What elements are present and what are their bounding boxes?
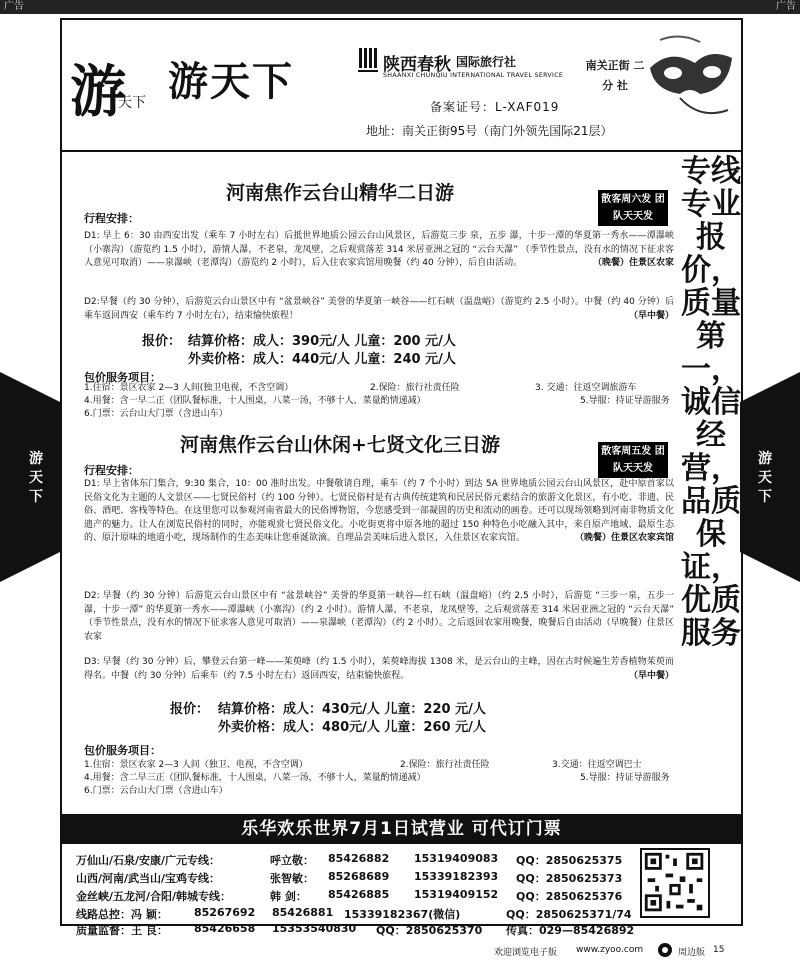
tour1-day2-meal: （早中餐） (628, 310, 674, 321)
tour2-itinerary-label: 行程安排： (84, 464, 139, 477)
ad-tag-right: 广告 (776, 1, 796, 12)
tour1-service-4: 4.用餐：含一早二正（团队餐标准，十人围桌，八菜一汤，不够十人，菜量酌情递减） (84, 396, 426, 406)
tour1-service-5: 5.导服：持证导游服务 (580, 396, 670, 406)
agency-en-name: SHAANXI CHUNQIU INTERNATIONAL TRAVEL SERVICE (383, 72, 564, 79)
tour2-day1-meal: （晚餐）住景区农家宾馆 (574, 533, 674, 544)
director-qq: QQ：2850625371/74 (506, 908, 632, 921)
tour1-title: 河南焦作云台山精华二日游 (225, 182, 454, 204)
footer-site[interactable]: www.zyoo.com (576, 945, 644, 955)
tour1-service-1: 1.住宿：景区农家 2—3 人间(独卫电视，不含空调） (84, 383, 294, 393)
top-bar (0, 0, 800, 14)
tour1-service-label: 包价服务项目： (84, 371, 161, 384)
tour2-title: 河南焦作云台山休闲+七贤文化三日游 (180, 434, 500, 456)
tour1-service-6: 6.门票：云台山大门票（含进山车） (84, 409, 228, 419)
tour2-service-1: 1.住宿：景区农家 2—3 人间（独卫、电视，不含空调） (84, 760, 308, 770)
tour1-day2 (84, 296, 674, 323)
tour2-service-5: 5.导服：持证导游服务 (580, 773, 670, 783)
contact-tel: 85268689 (328, 870, 390, 883)
tour1-badge: 散客周六发 团队天天发 (598, 190, 668, 226)
tour1-service-3: 3. 交通：往返空调旅游车 (535, 383, 637, 393)
director-label: 线路总控：冯 颖： (76, 908, 168, 921)
footer-logo-icon (657, 942, 673, 958)
tour1-service-2: 2.保险：旅行社责任险 (370, 383, 460, 393)
tour2-service-label: 包价服务项目： (84, 744, 161, 757)
tour2-day2-text: D2: 早餐（约 30 分钟）后游览云台山景区中有 “盆景峡谷” 美誉的华夏第一峡谷—红石峡（温盘峪）（约 2.5 小时），后游览 “三步一泉，五步一瀑，十步一潭” 的华夏第一秀水——潭瀑峡（小寨沟）（约 2 小时）。游情人瀑，不老泉，龙凤壁等，之后观赏落差 314 米居亚洲之冠的 “云台天瀑” （季节性景点，没有水的情况下征求客人意见可取消）——泉瀑峡（老潭沟）（约 2 小时）。之后返回农家用晚餐，晚餐后自由活动（早晚餐）住景区农家 (84, 591, 674, 642)
contact-mobile: 15339182393 (414, 870, 499, 883)
tour2-retail-price: 外卖价格：成人：480元/人 儿童：260 元/人 (218, 720, 486, 735)
footer-edition: 周边版 (678, 948, 706, 958)
quality-mobile: 15353540830 (272, 922, 357, 935)
agency-emblem-icon (358, 46, 380, 76)
tour1-day1 (84, 230, 674, 271)
contact-tel: 85426885 (328, 888, 390, 901)
quality-label: 质量监督：王 良： (76, 924, 168, 937)
footer-page: 15 (713, 945, 725, 955)
address: 地址：南关正街95号（南门外领先国际21层） (366, 124, 613, 138)
contact-line: 金丝峡/五龙河/合阳/韩城专线： (76, 890, 232, 903)
director-tel2: 85426881 (272, 906, 334, 919)
contact-line: 山西/河南/武当山/宝鸡专线： (76, 872, 221, 885)
tour1-retail-price: 外卖价格：成人：440元/人 儿童：240 元/人 (188, 352, 456, 367)
mask-decoration-icon (640, 28, 740, 128)
contact-mobile: 15319409083 (414, 852, 499, 865)
footer-welcome: 欢迎浏览电子版 (494, 948, 558, 958)
header-divider (60, 150, 743, 152)
license-number: 备案证号：L-XAF019 (430, 100, 560, 114)
tour1-day2-text: D2:早餐（约 30 分钟），后游览云台山景区中有 “盆景峡谷” 美誉的华夏第一峡谷——红石峡（温盘峪）（游览约 2.5 小时）。中餐（约 40 分钟）后乘车返回西安（乘车约 7 小时左右），结束愉快旅程！ (84, 297, 674, 321)
contact-qq: QQ：2850625376 (516, 890, 623, 903)
tour2-day3-text: D3: 早餐（约 30 分钟）后，攀登云台第一峰——茱萸峰（约 1.5 小时），茱萸峰海拔 1308 米，是云台山的主峰，因在古时候遍生芳香植物茱萸而得名。中餐（约 30 分钟）后乘车（约 7.5 小时左右）返回西安，结束愉快旅程。 (84, 657, 674, 681)
brand-name: 游天下 (168, 58, 294, 105)
tour2-service-4: 4.用餐：含二早三正（团队餐标准，十人围桌，八菜一汤，不够十人，菜量酌情递减） (84, 773, 426, 783)
tour2-service-3: 3.交通：往返空调巴士 (552, 760, 642, 770)
side-label-right: 游天下 (758, 451, 772, 505)
contact-name: 呼立敬： (270, 854, 314, 867)
contact-tel: 85426882 (328, 852, 390, 865)
logo-sub: 天下 (118, 95, 146, 111)
director-mobile: 15339182367(微信) (344, 908, 461, 921)
tour2-day2 (84, 590, 674, 644)
tour2-service-6: 6.门票：云台山大门票（含进山车） (84, 786, 228, 796)
logo-calligraphy: 游 (70, 59, 122, 125)
quality-qq: QQ：2850625370 (376, 924, 483, 937)
tour2-price-label: 报价： (170, 702, 210, 717)
tour2-service-2: 2.保险：旅行社责任险 (400, 760, 490, 770)
ad-tag-left: 广告 (4, 1, 24, 12)
agency-cn-type: 国际旅行社 (456, 55, 517, 69)
tour2-day3 (84, 656, 674, 683)
tour1-settle-price: 结算价格：成人：390元/人 儿童：200 元/人 (188, 334, 456, 349)
tour2-badge: 散客周五发 团队天天发 (598, 442, 668, 478)
tour1-price-label: 报价： (142, 334, 182, 349)
qr-code-icon (640, 848, 710, 918)
branch-name: 南关正街 二 分 社 (585, 59, 645, 92)
tour1-itinerary-label: 行程安排： (84, 212, 139, 225)
contact-qq: QQ：2850625373 (516, 872, 623, 885)
tour1-day1-meal: （晚餐）住景区农家 (592, 258, 674, 269)
contact-name: 韩 剑： (270, 890, 307, 903)
quality-tel: 85426658 (194, 922, 256, 935)
quality-fax: 传真：029—85426892 (506, 924, 635, 937)
contact-name: 张智敏： (270, 872, 314, 885)
side-label-left: 游天下 (29, 451, 43, 505)
contact-mobile: 15319409152 (414, 888, 499, 901)
promo-banner: 乐华欢乐世界7月1日试营业 可代订门票 (62, 814, 741, 844)
tour2-settle-price: 结算价格：成人：430元/人 儿童：220 元/人 (218, 702, 486, 717)
tour2-day1 (84, 478, 674, 546)
agency-cn-name: 陕西春秋 (383, 55, 451, 75)
tour1-day1-text: D1: 早上 6：30 由西安出发（乘车 7 小时左右）后抵世界地质公园云台山风景区，后游览三步 泉，五步 瀑，十步一潭的华夏第一秀水——潭瀑峡（小寨沟）（游览约 1.5 小时），游情人瀑，不老泉，龙凤壁，之后观赏落差 314 米居亚洲之冠的 “云台天瀑” （季节性景点，没有水的情况下征求客人意见可取消）——泉瀑峡（老潭沟）（游览约 2 小时），后入住农家宾馆用晚餐（约 40 分钟），后自由活动。 (84, 231, 674, 269)
slogan: 专线专业报价，质量第一，诚信经营，品质保证，优质服务 (681, 154, 741, 651)
director-tel1: 85267692 (194, 906, 256, 919)
contact-line: 万仙山/石泉/安康/广元专线： (76, 854, 221, 867)
tour2-day3-meal: （早中餐） (628, 670, 674, 681)
contact-qq: QQ：2850625375 (516, 854, 623, 867)
tour2-day1-text: D1: 早上省体东门集合，9:30 集合，10：00 准时出发。中餐敬请自理，乘车（约 7 个小时）到达 5A 世界地质公园云台山风景区，赴中原首家以民俗文化为主题的人文景区——七贤民俗村（约 100 分钟）。七贤民俗村是有古典传统建筑和民居民俗元素结合的旅游文化景区，有小吃、非遗、民俗、酒吧、客栈等特色。在这里您可以参观河南省最大的民俗博物馆，今您感受到一部凝固的历史和流动的画卷。还可以现场领略到河南非物质文化遗产的魅力。让人在浏览民俗村的同时，亦能观赏七贤民俗文化。小吃街更将中原各地的超过 150 种特色小吃融入其中，来自原产地域、最原生态的、原汁原味的地道小吃，现场制作的生态美味让您垂涎欲滴。自理品尝美味后进入景区，入住景区农家宾馆。 (84, 479, 674, 544)
